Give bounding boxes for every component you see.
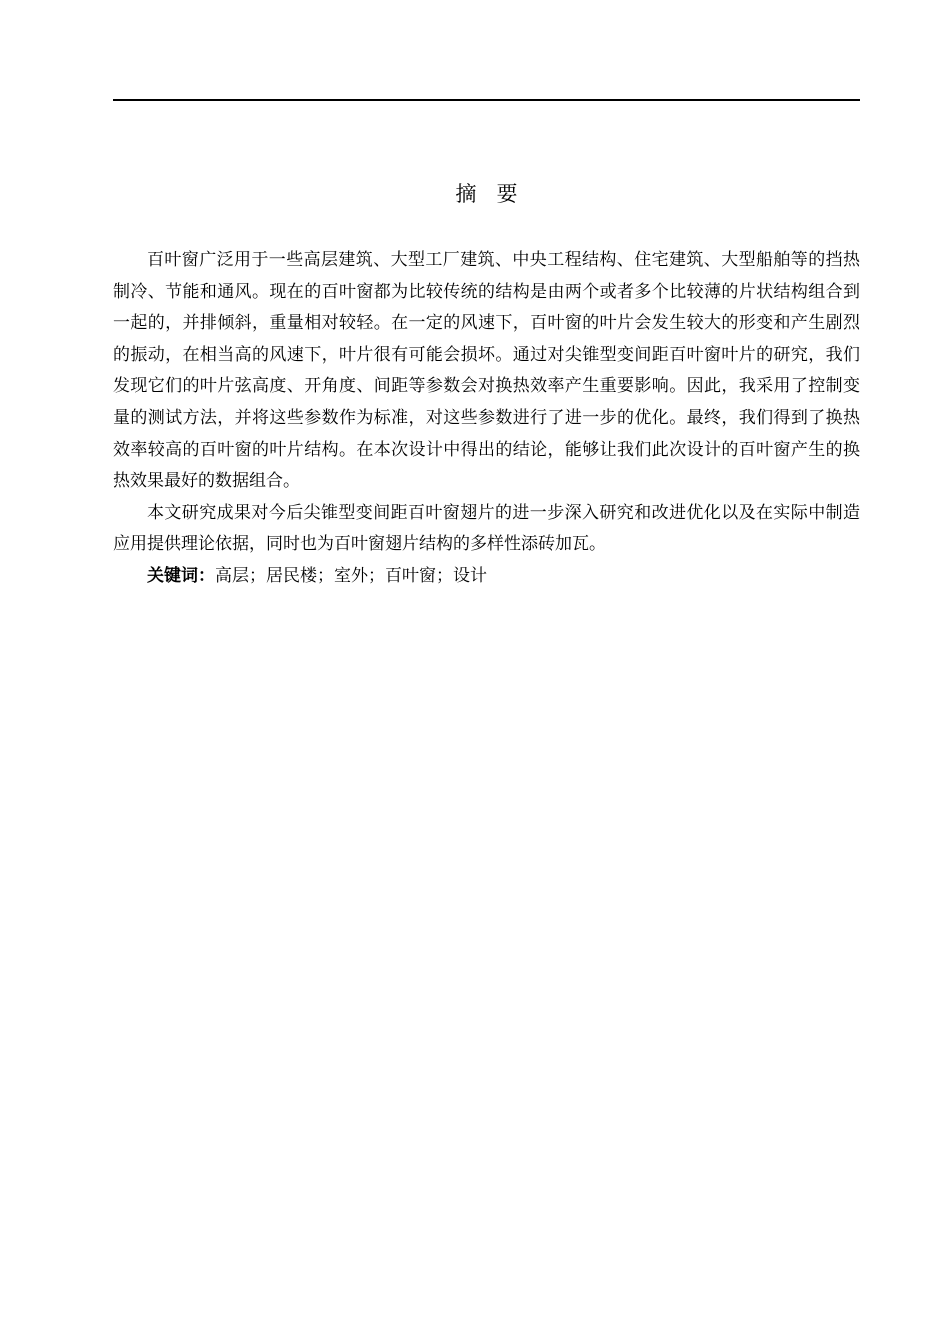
keywords-value: 高层；居民楼；室外；百叶窗；设计	[215, 565, 487, 586]
keywords-line	[113, 561, 860, 593]
abstract-body	[113, 245, 860, 593]
abstract-paragraph-2: 本文研究成果对今后尖锥型变间距百叶窗翅片的进一步深入研究和改进优化以及在实际中制造应用提供理论依据，同时也为百叶窗翅片结构的多样性添砖加瓦。	[113, 502, 860, 555]
header-rule	[113, 99, 860, 101]
abstract-paragraph-1: 百叶窗广泛用于一些高层建筑、大型工厂建筑、中央工程结构、住宅建筑、大型船舶等的挡热制冷、节能和通风。现在的百叶窗都为比较传统的结构是由两个或者多个比较薄的片状结构组合到一起的，并排倾斜，重量相对较轻。在一定的风速下，百叶窗的叶片会发生较大的形变和产生剧烈的振动，在相当高的风速下，叶片很有可能会损坏。通过对尖锥型变间距百叶窗叶片的研究，我们发现它们的叶片弦高度、开角度、间距等参数会对换热效率产生重要影响。因此，我采用了控制变量的测试方法，并将这些参数作为标准，对这些参数进行了进一步的优化。最终，我们得到了换热效率较高的百叶窗的叶片结构。在本次设计中得出的结论，能够让我们此次设计的百叶窗产生的换热效果最好的数据组合。	[113, 250, 860, 492]
abstract-title: 摘要	[455, 182, 538, 206]
keywords-label: 关键词：	[147, 565, 215, 586]
